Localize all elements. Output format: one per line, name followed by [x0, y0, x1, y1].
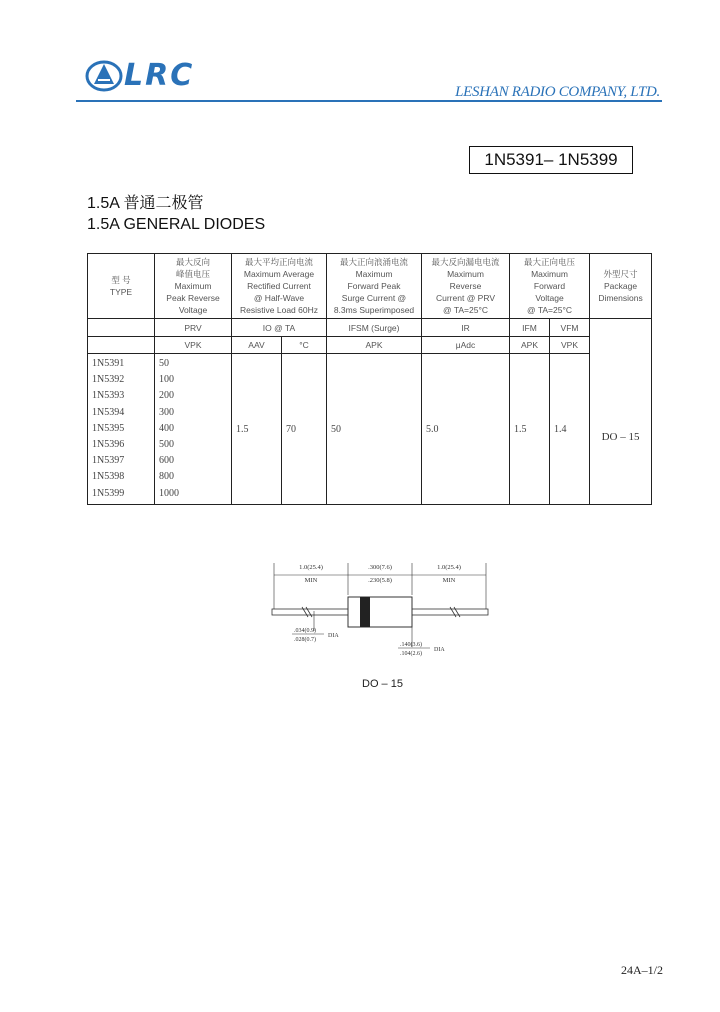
type-item: 1N5399 — [92, 487, 125, 499]
dim-left-min: MIN — [304, 577, 318, 584]
symbol-prv: PRV — [155, 319, 232, 337]
header-ir: 最大反向漏电电流 Maximum Reverse Current @ PRV @ TA=25°C — [422, 254, 510, 319]
ifm-value: 1.5 — [510, 354, 550, 505]
spec-table — [87, 253, 652, 505]
cathode-band — [360, 597, 370, 627]
symbol-ir: IR — [422, 319, 510, 337]
prv-value: 100 — [159, 374, 174, 386]
symbol-vfm: VFM — [550, 319, 590, 337]
page-number: 24A–1/2 — [621, 963, 663, 977]
type-item: 1N5397 — [92, 455, 125, 467]
header-package: 外型尺寸 Package Dimensions — [590, 254, 652, 319]
prv-value: 200 — [159, 390, 174, 402]
table-header-row — [88, 254, 652, 319]
right-lead — [412, 609, 488, 615]
diode-body — [348, 597, 412, 627]
lrc-logo-icon — [84, 56, 124, 96]
dim-body-len2: .230(5.8) — [368, 577, 392, 584]
company-name: LESHAN RADIO COMPANY, LTD. — [455, 84, 660, 100]
prv-value: 800 — [159, 471, 174, 483]
io-value: 1.5 — [232, 354, 282, 505]
dim-body-len: .300(7.6) — [368, 564, 392, 571]
table-symbol-row — [88, 319, 652, 337]
unit-io: AAV — [232, 337, 282, 354]
prv-value: 500 — [159, 439, 174, 451]
prv-value: 600 — [159, 455, 174, 467]
title-english: 1.5A GENERAL DIODES — [87, 216, 266, 233]
header-divider — [76, 100, 662, 102]
type-item: 1N5398 — [92, 471, 125, 483]
unit-ifm: APK — [510, 337, 550, 354]
dim-right-min: MIN — [442, 577, 456, 584]
unit-ir: μAdc — [422, 337, 510, 354]
diagram-caption: DO – 15 — [362, 678, 403, 690]
header-ifsm: 最大正向浪涌电流 Maximum Forward Peak Surge Current @ 8.3ms Superimposed — [327, 254, 422, 319]
table-data-row — [88, 354, 652, 505]
type-item: 1N5392 — [92, 374, 125, 386]
dim-body-dia-label: DIA — [434, 647, 445, 653]
dim-lead-dia: .034(0.9) — [294, 628, 316, 634]
part-number-range: 1N5391– 1N5399 — [469, 146, 633, 174]
unit-vfm: VPK — [550, 337, 590, 354]
ir-value: 5.0 — [422, 354, 510, 505]
unit-ta: °C — [282, 337, 327, 354]
dim-body-dia2: .104(2.6) — [400, 651, 422, 657]
type-item: 1N5391 — [92, 358, 125, 369]
header-io: 最大平均正向电流 Maximum Average Rectified Current @ Half-Wave Resistive Load 60Hz — [232, 254, 327, 319]
dim-left-lead: 1.0(25.4) — [299, 564, 323, 571]
dim-lead-dia2: .028(0.7) — [294, 637, 316, 643]
prv-value: 50 — [159, 358, 169, 369]
logo-text: LRC — [124, 58, 195, 93]
dim-lead-dia-label: DIA — [328, 633, 339, 639]
symbol-ifm: IFM — [510, 319, 550, 337]
symbol-io: IO @ TA — [232, 319, 327, 337]
type-item: 1N5394 — [92, 406, 125, 418]
title-chinese: 1.5A 普通二极管 — [87, 195, 204, 212]
dim-body-dia: .140(3.6) — [400, 642, 422, 648]
ta-value: 70 — [282, 354, 327, 505]
prv-value: 300 — [159, 406, 174, 418]
prv-value: 400 — [159, 422, 174, 434]
table-unit-row — [88, 337, 652, 354]
cell-package: DO – 15 — [590, 319, 652, 505]
dim-right-lead: 1.0(25.4) — [437, 564, 461, 571]
type-item: 1N5395 — [92, 422, 125, 434]
symbol-ifsm: IFSM (Surge) — [327, 319, 422, 337]
ifsm-value: 50 — [327, 354, 422, 505]
header-prv: 最大反向 峰值电压 Maximum Peak Reverse Voltage — [155, 254, 232, 319]
header-type: 型 号 TYPE — [88, 254, 155, 319]
vfm-value: 1.4 — [550, 354, 590, 505]
prv-value: 1000 — [159, 487, 179, 499]
types-cell — [88, 354, 155, 505]
do15-outline-diagram — [262, 555, 498, 665]
unit-prv: VPK — [155, 337, 232, 354]
type-item: 1N5396 — [92, 439, 125, 451]
unit-ifsm: APK — [327, 337, 422, 354]
type-item: 1N5393 — [92, 390, 125, 402]
prv-cell — [155, 354, 232, 505]
header-vf: 最大正向电压 Maximum Forward Voltage @ TA=25°C — [510, 254, 590, 319]
